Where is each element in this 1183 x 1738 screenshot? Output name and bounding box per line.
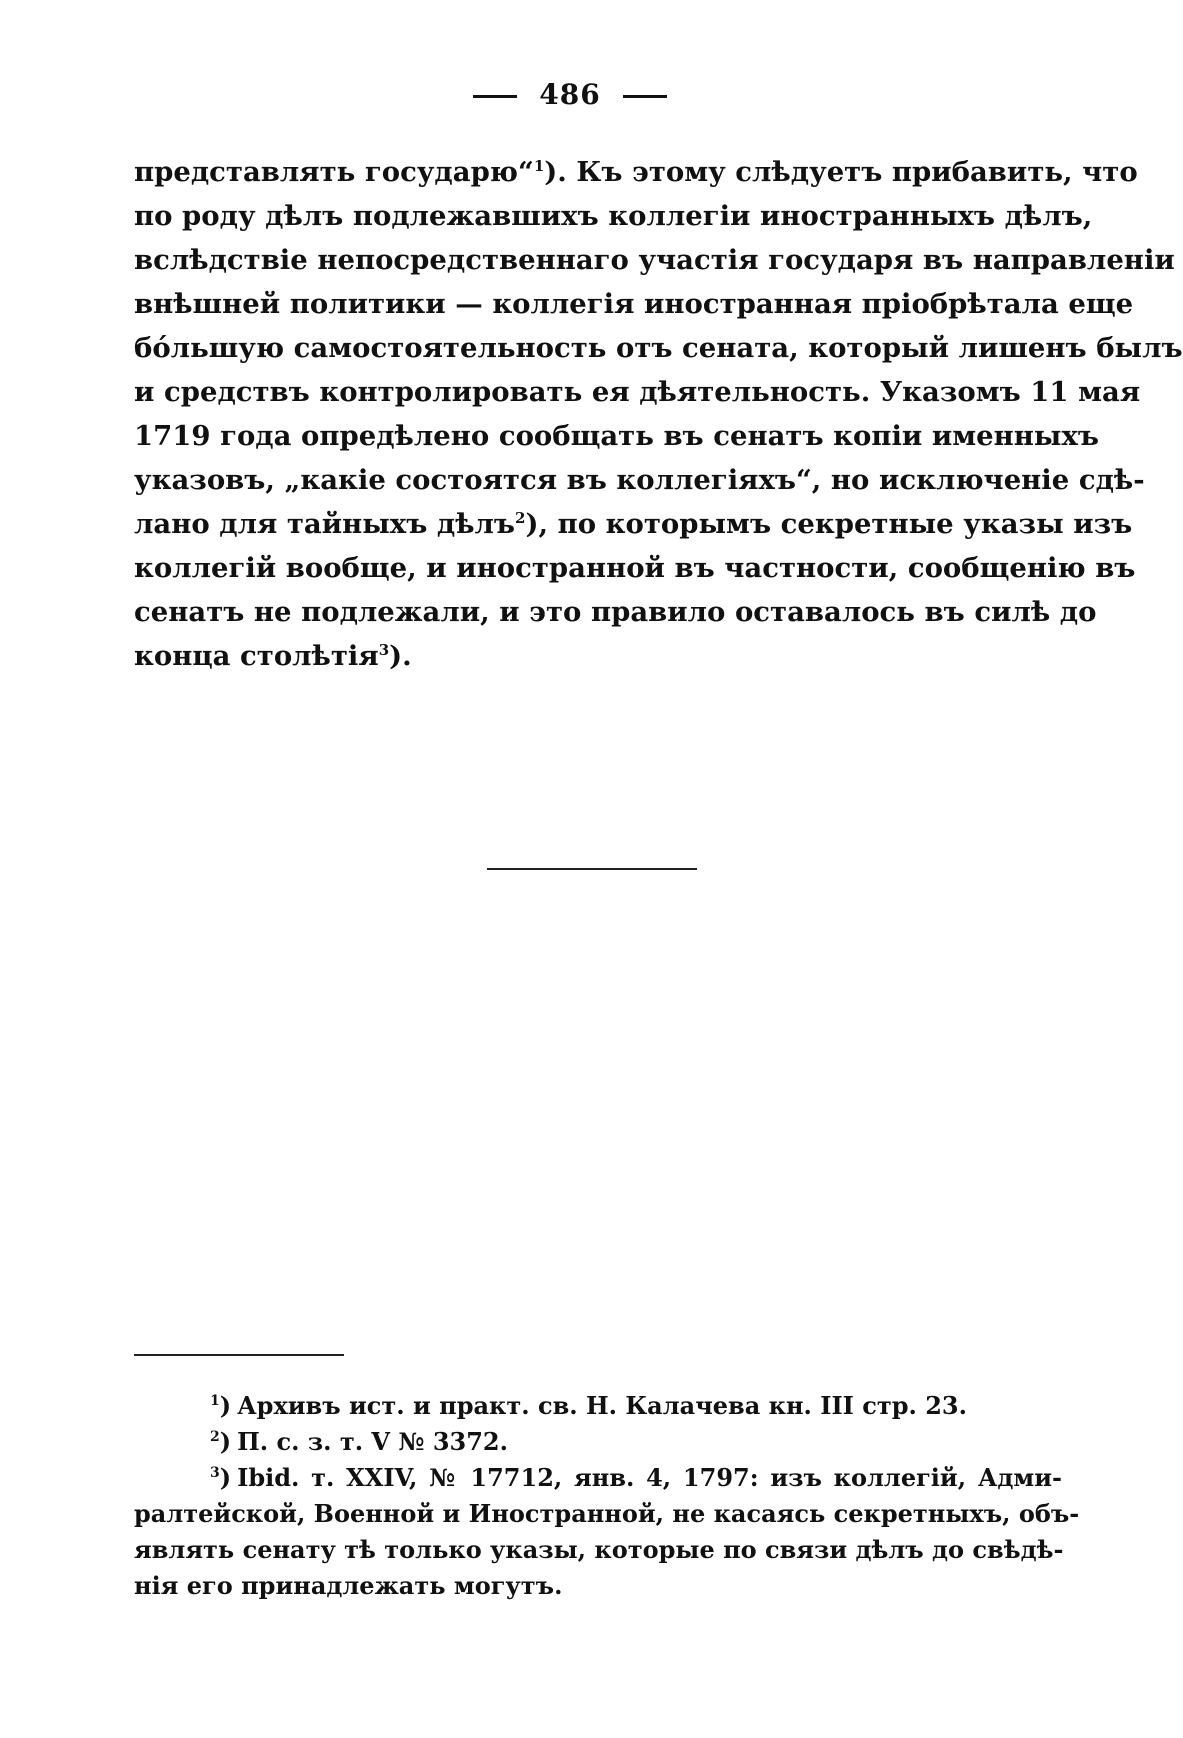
footnote-mark: $^2$) [210, 1427, 232, 1456]
body-line: и средствъ контролировать ея дѣятельность. Указомъ 11 мая [134, 376, 1141, 408]
footnotes [134, 1388, 1080, 1604]
footnote-3 [134, 1460, 1080, 1604]
footnote-line: ралтейской, Военной и Иностранной, не касаясь секретныхъ, объ- [134, 1499, 1080, 1528]
footnote-1 [134, 1388, 1062, 1424]
header-dash-left [473, 95, 517, 98]
body-line: сенатъ не подлежали, и это правило оставалось въ силѣ до [134, 596, 1097, 628]
footnote-mark: $^3$) [210, 1463, 232, 1492]
body-line: конца столѣтія$^3$). [134, 640, 412, 672]
page-number-header [0, 78, 1140, 111]
footnote-ref: 2 [515, 508, 526, 527]
page-number: 486 [539, 78, 601, 111]
body-line: вслѣдствіе непосредственнаго участія государя въ направленіи [134, 244, 1175, 276]
body-line: лано для тайныхъ дѣлъ$^2$), по которымъ секретные указы изъ [134, 508, 1133, 540]
body-line: по роду дѣлъ подлежавшихъ коллегіи иностранныхъ дѣлъ, [134, 200, 1093, 232]
footnote-line: нія его принадлежать могутъ. [134, 1571, 563, 1600]
footnote-divider [134, 1354, 344, 1356]
body-line: коллегій вообще, и иностранной въ частности, сообщенію въ [134, 552, 1136, 584]
body-line: указовъ, „какіе состоятся въ коллегіяхъ“, но исключеніе сдѣ- [134, 464, 1145, 496]
footnote-ref: 3 [378, 640, 390, 659]
header-dash-right [623, 95, 667, 98]
footnote-line: $^3$) Ibid. т. XXIV, № 17712, янв. 4, 1797: изъ коллегій, Адми- [134, 1460, 1062, 1496]
section-divider [487, 868, 697, 870]
footnote-2 [134, 1424, 1062, 1460]
footnote-mark: $^1$) [210, 1391, 232, 1420]
footnote-ref: 1 [533, 156, 545, 175]
footnote-line: $^2$) П. с. з. т. V № 3372. [134, 1424, 1062, 1460]
footnote-line: $^1$) Архивъ ист. и практ. св. Н. Калачева кн. III стр. 23. [134, 1388, 1062, 1424]
body-line: 1719 года опредѣлено сообщать въ сенатъ копіи именныхъ [134, 420, 1099, 452]
body-line: представлять государю“$^1$). Къ этому слѣдуетъ прибавить, что [134, 156, 1138, 188]
body-line: бо́льшую самостоятельность отъ сената, который лишенъ былъ [134, 332, 1183, 364]
body-line: внѣшней политики — коллегія иностранная пріобрѣтала еще [134, 288, 1134, 320]
footnote-line: являть сенату тѣ только указы, которые по связи дѣлъ до свѣдѣ- [134, 1535, 1064, 1564]
body-paragraph [134, 150, 1183, 678]
